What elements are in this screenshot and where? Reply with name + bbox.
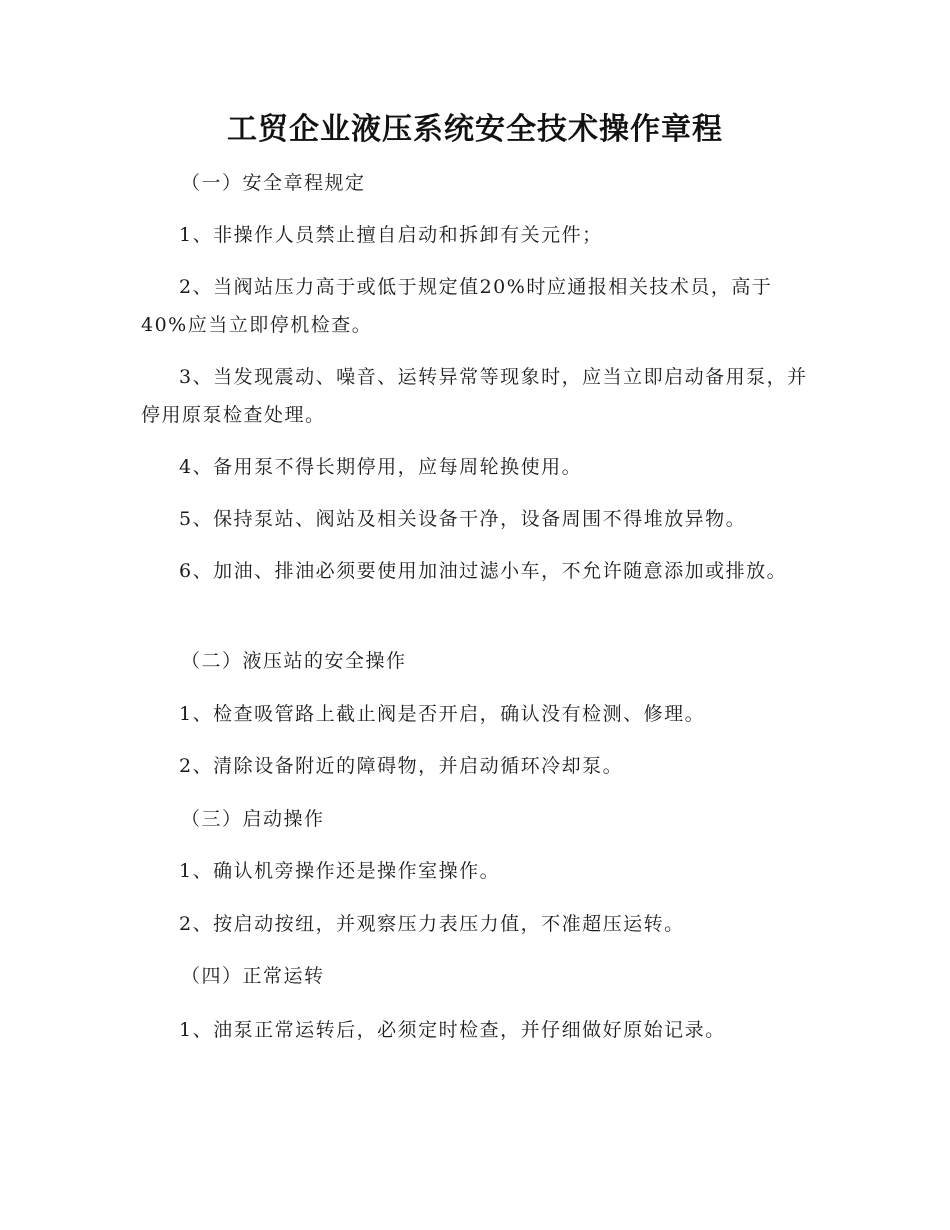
paragraph-1-4: 4、备用泵不得长期停用，应每周轮换使用。 [179, 456, 583, 478]
section-heading-2: （二）液压站的安全操作 [181, 650, 407, 672]
paragraph-1-5: 5、保持泵站、阀站及相关设备干净，设备周围不得堆放异物。 [179, 508, 747, 530]
paragraph-4-1: 1、油泵正常运转后，必须定时检查，并仔细做好原始记录。 [179, 1019, 726, 1041]
section-heading-4: （四）正常运转 [181, 965, 325, 987]
section-heading-3: （三）启动操作 [181, 808, 325, 830]
document-title: 工贸企业液压系统安全技术操作章程 [227, 112, 723, 147]
paragraph-1-3: 3、当发现震动、噪音、运转异常等现象时，应当立即启动备用泵，并停用原泵检查处理。 [141, 366, 808, 426]
paragraph-2-1: 1、检查吸管路上截止阀是否开启，确认没有检测、修理。 [179, 703, 706, 725]
paragraph-3-2: 2、按启动按纽，并观察压力表压力值，不准超压运转。 [179, 913, 685, 935]
section-heading-1: （一）安全章程规定 [181, 172, 366, 194]
paragraph-1-6: 6、加油、排油必须要使用加油过滤小车，不允许随意添加或排放。 [179, 560, 788, 582]
paragraph-1-2: 2、当阀站压力高于或低于规定值20%时应通报相关技术员，高于40%应当立即停机检查。 [141, 276, 773, 336]
paragraph-2-2: 2、清除设备附近的障碍物，并启动循环冷却泵。 [179, 755, 624, 777]
paragraph-1-1: 1、非操作人员禁止擅自启动和拆卸有关元件； [179, 224, 603, 246]
paragraph-3-1: 1、确认机旁操作还是操作室操作。 [179, 860, 501, 882]
